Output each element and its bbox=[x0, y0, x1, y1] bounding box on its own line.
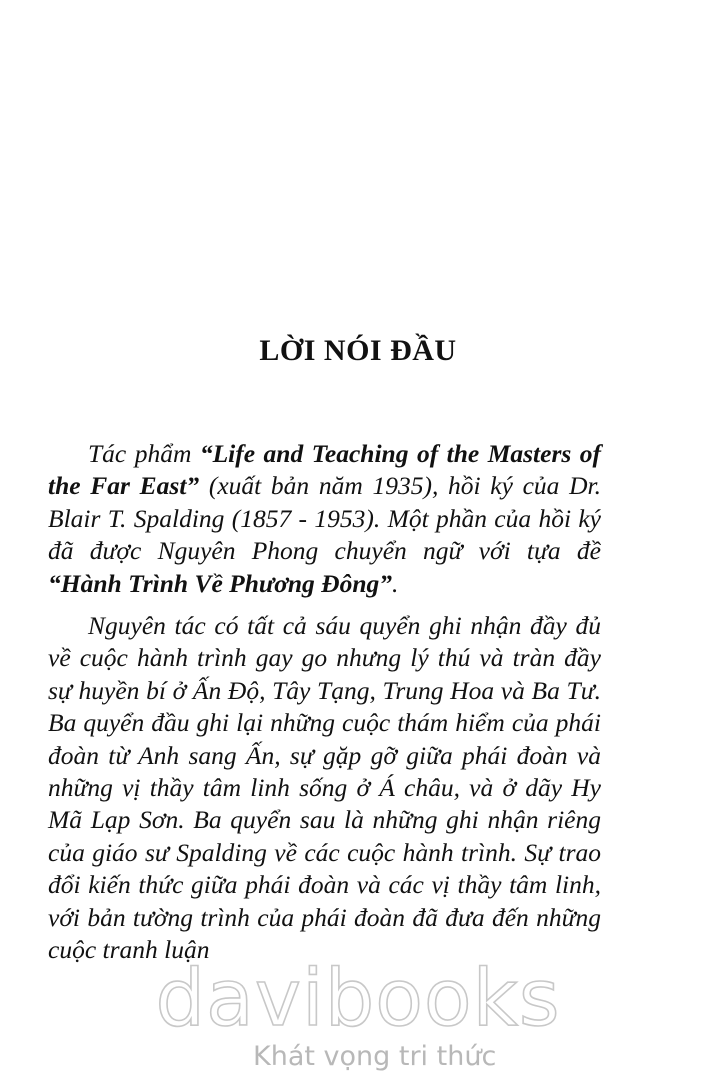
paragraph-1-end: . bbox=[392, 568, 399, 598]
body-text bbox=[48, 438, 601, 967]
paragraph-1-intro: Tác phẩm bbox=[88, 439, 200, 468]
watermark-brand: davibooks bbox=[155, 954, 561, 1044]
watermark-tagline: Khát vọng tri thức bbox=[253, 1041, 497, 1072]
chapter-heading: LỜI NÓI ĐẦU bbox=[259, 334, 457, 367]
book-title-english: “Life and Teaching of the Masters of the Far East” bbox=[48, 439, 601, 501]
paragraph-1 bbox=[48, 438, 601, 600]
paragraph-1-mid: (xuất bản năm 1935), hồi ký của Dr. Blair T. Spalding (1857 - 1953). Một phần của hồi ký đã được Nguyên Phong chuyển ngữ với tựa đề bbox=[48, 471, 601, 566]
paragraph-2: Nguyên tác có tất cả sáu quyển ghi nhận đầy đủ về cuộc hành trình gay go nhưng lý thú và tràn đầy sự huyền bí ở Ấn Độ, Tây Tạng, Trung Hoa và Ba Tư. Ba quyển đầu ghi lại những cuộc thám hiểm của phái đoàn từ Anh sang Ấn, sự gặp gỡ giữa phái đoàn và những vị thầy tâm linh sống ở Á châu, và ở dãy Hy Mã Lạp Sơn. Ba quyển sau là những ghi nhận riêng của giáo sư Spalding về các cuộc hành trình. Sự trao đổi kiến thức giữa phái đoàn và các vị thầy tâm linh, với bản tường trình của phái đoàn đã đưa đến những cuộc tranh luận bbox=[48, 611, 601, 965]
book-title-vietnamese: “Hành Trình Về Phương Đông” bbox=[48, 568, 393, 598]
